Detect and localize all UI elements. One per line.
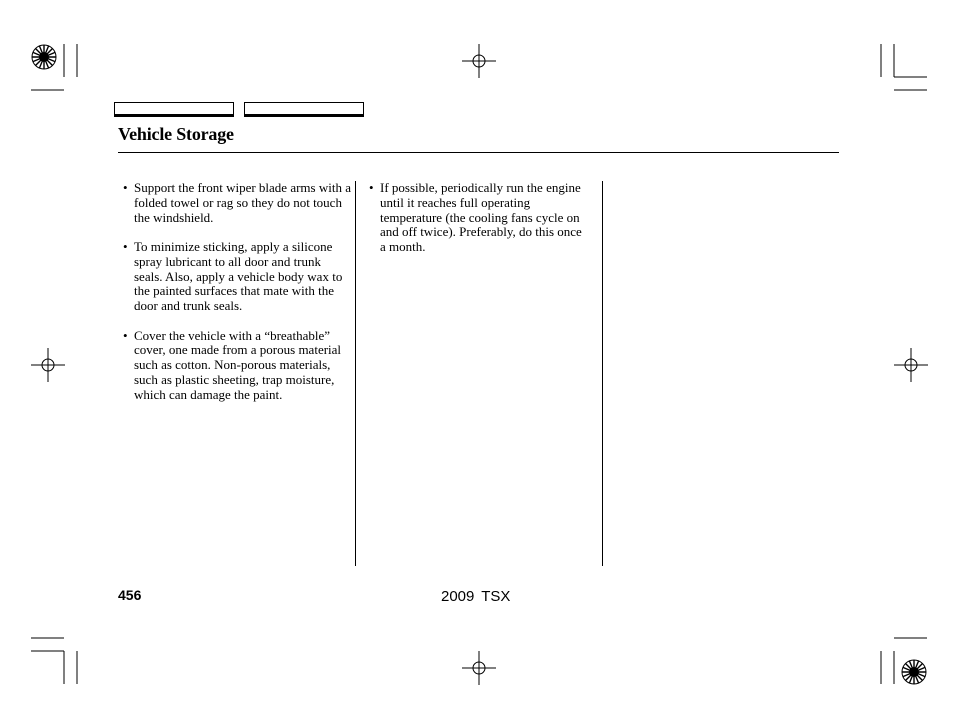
registration-starburst-bottom-right bbox=[901, 659, 927, 685]
page-number: 456 bbox=[118, 587, 142, 603]
middle-column bbox=[369, 181, 587, 270]
header-tab-1[interactable] bbox=[114, 102, 234, 117]
page-title: Vehicle Storage bbox=[118, 124, 234, 144]
title-divider bbox=[118, 152, 839, 153]
header-tab-2[interactable] bbox=[244, 102, 364, 117]
column-divider-2 bbox=[602, 181, 603, 566]
column-divider-1 bbox=[355, 181, 356, 566]
registration-crosshair-left bbox=[31, 348, 65, 382]
registration-crosshair-right bbox=[894, 348, 928, 382]
bullet-item: • To minimize sticking, apply a silicone spray lubricant to all door and trunk seals. Also, apply a vehicle body wax to the painted surfaces that mate with the door and trunk seals. bbox=[123, 240, 351, 314]
registration-crosshair-bottom bbox=[462, 651, 496, 685]
registration-crosshair-top bbox=[462, 44, 496, 78]
bullet-item: • Cover the vehicle with a “breathable” cover, one made from a porous material such as cotton. Non-porous materials, such as plastic sheeting, trap moisture, which can damage the paint. bbox=[123, 329, 351, 403]
middle-bullet-list bbox=[369, 181, 587, 255]
footer-model-name: 2009 TSX bbox=[441, 588, 511, 605]
left-column bbox=[123, 181, 351, 417]
left-bullet-list bbox=[123, 181, 351, 403]
bullet-item: • If possible, periodically run the engine until it reaches full operating temperature (the cooling fans cycle on and off twice). Preferably, do this once a month. bbox=[369, 181, 587, 255]
bullet-item: • Support the front wiper blade arms with a folded towel or rag so they do not touch the windshield. bbox=[123, 181, 351, 225]
registration-starburst-top-left bbox=[31, 44, 57, 70]
